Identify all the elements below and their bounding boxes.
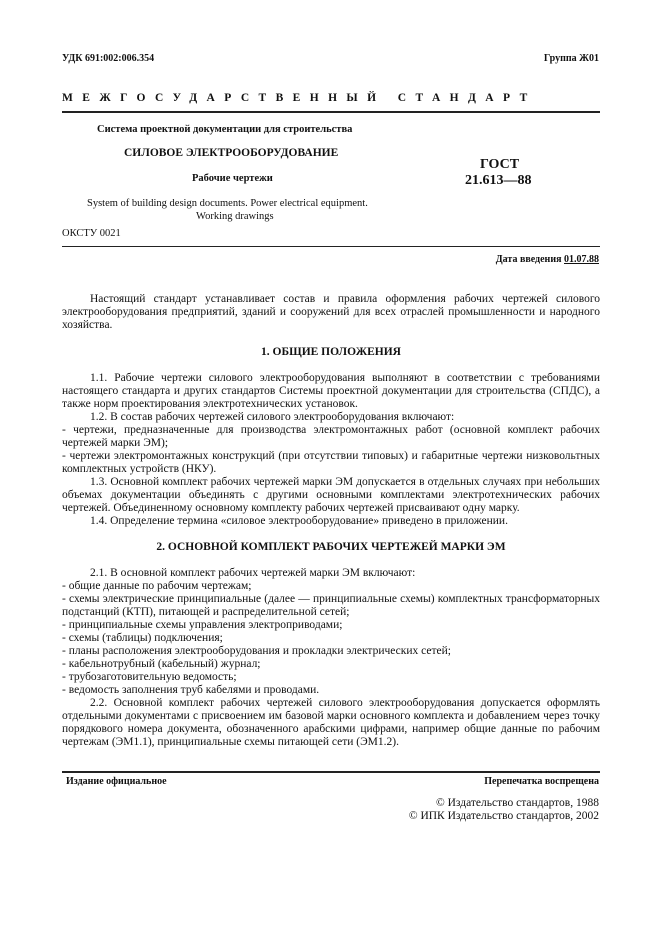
udk-code: УДК 691:002:006.354 <box>62 53 155 64</box>
reprint-notice: Перепечатка воспрещена <box>484 776 599 787</box>
paragraph-1-2-b: - чертежи электромонтажных конструкций (при отсутствии типовых) и габаритные чертежи низковольтных комплектных устройств (НКУ). <box>62 450 600 475</box>
english-title-line2: Working drawings <box>196 211 274 222</box>
intro-date <box>496 254 599 265</box>
list-item: - кабельнотрубный (кабельный) журнал; <box>62 658 261 670</box>
document-subtitle: Рабочие чертежи <box>192 173 273 184</box>
official-edition: Издание официальное <box>66 776 167 787</box>
intro-paragraph: Настоящий стандарт устанавливает состав и правила оформления рабочих чертежей силового электрооборудования предприятий, зданий и сооружений для всех отраслей промышленности и народного хозяйства. <box>62 293 600 331</box>
group-code: Группа Ж01 <box>543 53 599 64</box>
document-body <box>62 293 600 749</box>
paragraph-1-1: 1.1. Рабочие чертежи силового электрооборудования выполняют в соответствии с требованиями настоящего стандарта и других стандартов Системы проектной документации для строительства (СПДС), а также норм проектирования электротехнических установок. <box>62 372 600 410</box>
copyright-2002: © ИПК Издательство стандартов, 2002 <box>408 810 599 822</box>
paragraph-1-3: 1.3. Основной комплект рабочих чертежей марки ЭМ допускается в отдельных случаях при небольших объемах документации объединять с другими основными комплектами электротехнических рабочих чертежей. Объединенному основному комплекту рабочих чертежей присваивают одну марку. <box>62 476 600 514</box>
standard-banner: МЕЖГОСУДАРСТВЕННЫЙ СТАНДАРТ <box>62 92 537 104</box>
top-rule <box>62 111 600 113</box>
paragraph-2-2: 2.2. Основной комплект рабочих чертежей силового электрооборудования допускается оформлять отдельными документами с присвоением им базовой марки основного комплекта и добавлением через точку порядкового номера документа, обозначенного арабскими цифрами, например общие данные по рабочим чертежам (ЭМ1.1), принципиальные схемы питающей сети (ЭМ1.2). <box>62 697 600 748</box>
paragraph-1-2: 1.2. В состав рабочих чертежей силового электрооборудования включают: <box>90 411 455 423</box>
footer-rule <box>62 771 600 773</box>
document-title: СИЛОВОЕ ЭЛЕКТРООБОРУДОВАНИЕ <box>124 147 339 159</box>
intro-date-label: Дата введения <box>495 254 562 265</box>
list-item: - общие данные по рабочим чертежам; <box>62 580 252 592</box>
list-item: - ведомость заполнения труб кабелями и проводами. <box>62 684 320 696</box>
section1-heading: 1. ОБЩИЕ ПОЛОЖЕНИЯ <box>261 346 401 358</box>
gost-label: ГОСТ <box>480 157 520 172</box>
system-name: Система проектной документации для строительства <box>97 124 353 135</box>
title-rule <box>62 246 600 247</box>
paragraph-2-1: 2.1. В основной комплект рабочих чертежей марки ЭМ включают: <box>90 567 416 579</box>
copyright-1988: © Издательство стандартов, 1988 <box>435 797 599 809</box>
english-title-line1: System of building design documents. Power electrical equipment. <box>87 198 368 209</box>
list-item: - принципиальные схемы управления электроприводами; <box>62 619 343 631</box>
okstu-code: ОКСТУ 0021 <box>62 228 121 239</box>
list-item: - планы расположения электрооборудования и прокладки электрических сетей; <box>62 645 451 657</box>
section2-heading: 2. ОСНОВНОЙ КОМПЛЕКТ РАБОЧИХ ЧЕРТЕЖЕЙ МАРКИ ЭМ <box>156 541 506 553</box>
list-item: - трубозаготовительную ведомость; <box>62 671 237 683</box>
list-item: - схемы электрические принципиальные (далее — принципиальные схемы) комплектных трансформаторных подстанций (КТП), питающей и распределительной сетей; <box>62 593 600 618</box>
intro-date-value: 01.07.88 <box>564 254 599 265</box>
paragraph-1-2-a: - чертежи, предназначенные для производства электромонтажных работ (основной комплект рабочих чертежей марки ЭМ); <box>62 424 600 449</box>
gost-number: 21.613—88 <box>465 173 532 188</box>
list-item: - схемы (таблицы) подключения; <box>62 632 223 644</box>
paragraph-1-4: 1.4. Определение термина «силовое электрооборудование» приведено в приложении. <box>90 515 508 527</box>
